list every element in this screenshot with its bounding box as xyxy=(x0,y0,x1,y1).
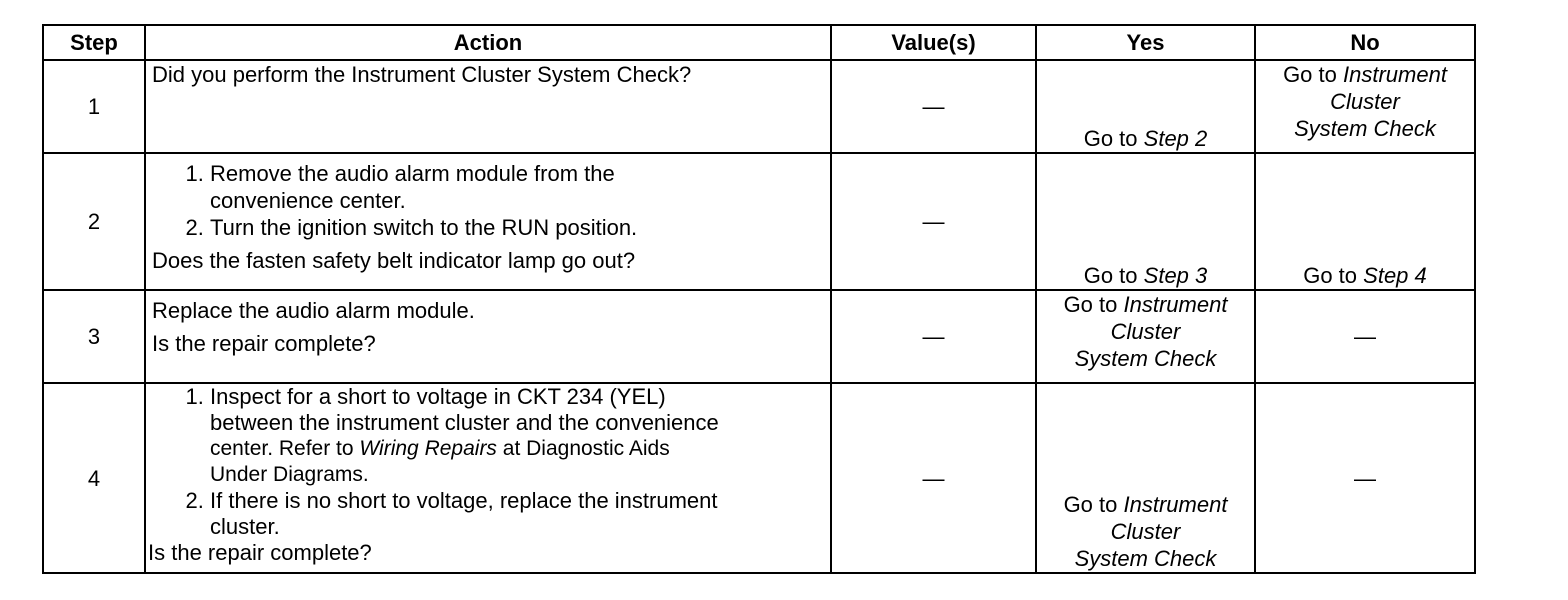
action-cell xyxy=(145,60,831,153)
no-target-line3: System Check xyxy=(1294,116,1436,141)
action-cell xyxy=(145,153,831,290)
yes-target-link[interactable] xyxy=(1043,291,1248,318)
go-to-text: Go to xyxy=(1083,126,1138,151)
action-cell xyxy=(145,290,831,383)
yes-cell xyxy=(1036,383,1255,573)
action-question: Is the repair complete? xyxy=(148,540,372,565)
go-to-text: Go to xyxy=(1083,263,1138,288)
header-step: Step xyxy=(43,25,145,60)
yes-target-line3: System Check xyxy=(1074,346,1217,371)
go-to-text: Go to xyxy=(1063,292,1118,317)
yes-target-line2: Cluster xyxy=(1110,319,1181,344)
yes-cell xyxy=(1036,60,1255,153)
wiring-repairs-link[interactable]: Wiring Repairs xyxy=(359,437,497,460)
value-cell xyxy=(831,383,1036,573)
header-action: Action xyxy=(145,25,831,60)
table-row xyxy=(43,153,1475,290)
step-number: 3 xyxy=(43,290,145,383)
value-dash: — xyxy=(922,94,945,119)
step-number: 1 xyxy=(43,60,145,153)
header-no: No xyxy=(1255,25,1475,60)
yes-target-link[interactable] xyxy=(1043,491,1248,518)
table-row xyxy=(43,383,1475,573)
no-target-line1: Instrument xyxy=(1343,62,1447,87)
action-step-item: 1. Inspect for a short to voltage in CKT 234 (YEL) between the instrument cluster and the convenience center. Refer to Wiring Repairs at Diagnostic Aids Under Diagrams. xyxy=(210,384,824,488)
value-cell xyxy=(831,290,1036,383)
go-to-text: Go to xyxy=(1063,492,1118,517)
table-row xyxy=(43,290,1475,383)
no-dash: — xyxy=(1354,465,1376,491)
action-question: Does the fasten safety belt indicator lamp go out? xyxy=(152,248,636,273)
header-values: Value(s) xyxy=(831,25,1036,60)
no-cell xyxy=(1255,290,1475,383)
diagnostic-table xyxy=(42,24,1476,574)
no-target-line2: Cluster xyxy=(1330,89,1400,114)
yes-target-line2: Cluster xyxy=(1110,519,1181,544)
action-step-item: 1. Remove the audio alarm module from the convenience center. xyxy=(210,160,824,214)
go-to-text: Go to xyxy=(1303,263,1358,288)
yes-target-link[interactable]: Step 2 xyxy=(1143,126,1208,151)
value-cell xyxy=(831,153,1036,290)
go-to-text: Go to xyxy=(1283,62,1337,87)
yes-cell xyxy=(1036,290,1255,383)
no-cell xyxy=(1255,60,1475,153)
step-number: 4 xyxy=(43,383,145,573)
action-question: Did you perform the Instrument Cluster System Check? xyxy=(152,62,692,87)
no-cell xyxy=(1255,383,1475,573)
value-dash: — xyxy=(922,465,945,491)
yes-target-line1: Instrument xyxy=(1123,292,1228,317)
yes-target-line1: Instrument xyxy=(1123,492,1228,517)
yes-target-link[interactable]: Step 3 xyxy=(1143,263,1208,288)
step-number: 2 xyxy=(43,153,145,290)
action-step-item: 2. If there is no short to voltage, replace the instrument cluster. xyxy=(210,488,824,540)
yes-cell xyxy=(1036,153,1255,290)
no-dash: — xyxy=(1354,324,1376,349)
action-cell xyxy=(145,383,831,573)
table-header-row xyxy=(43,25,1475,60)
value-cell xyxy=(831,60,1036,153)
action-steps-list xyxy=(152,160,824,241)
no-target-link[interactable]: Step 4 xyxy=(1363,263,1427,288)
yes-target-line3: System Check xyxy=(1074,546,1217,571)
no-cell xyxy=(1255,153,1475,290)
action-steps-list xyxy=(152,384,824,540)
value-dash: — xyxy=(922,209,945,234)
action-instruction: Replace the audio alarm module. xyxy=(152,298,475,323)
no-target-link[interactable] xyxy=(1262,61,1468,88)
action-question: Is the repair complete? xyxy=(152,331,376,356)
header-yes: Yes xyxy=(1036,25,1255,60)
value-dash: — xyxy=(922,324,945,349)
table-row xyxy=(43,60,1475,153)
action-step-item: 2. Turn the ignition switch to the RUN position. xyxy=(210,214,824,241)
